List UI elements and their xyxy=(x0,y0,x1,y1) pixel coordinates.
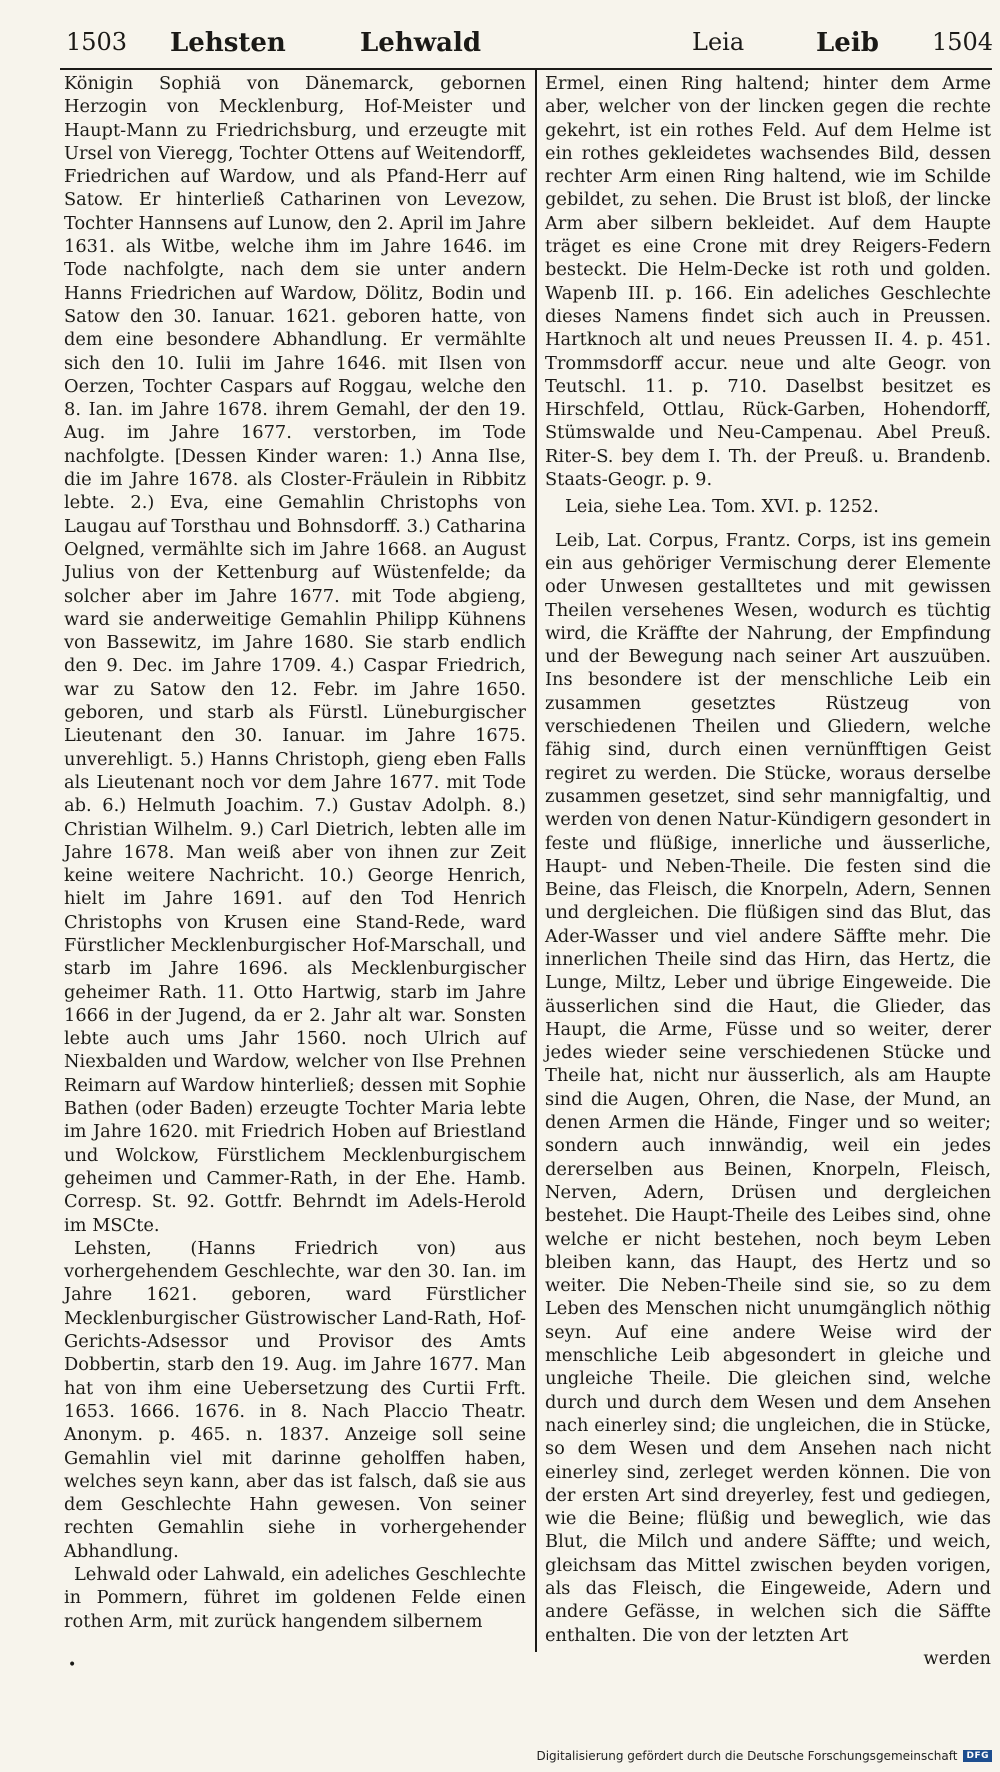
page-number-right: 1504 xyxy=(932,28,994,56)
column-divider xyxy=(535,70,537,1652)
digitization-footer xyxy=(536,1749,992,1763)
running-head-left-1: Lehsten xyxy=(170,28,286,58)
left-column xyxy=(64,72,526,1652)
page-header xyxy=(0,28,1000,68)
entry-leia: Leia, siehe Lea. Tom. XVI. p. 1252. xyxy=(565,496,879,518)
entry-leib: Leib, Lat. Corpus, Frantz. Corps, ist ins gemein ein aus gehöriger Vermischung derer Elemente oder Unwesen gestalltetes und mit gewissen Theilen versehenes Wesen, wodurch es tüchtig wird, die Kräffte der Nahrung, der Empfindung und der Bewegung nach seiner Art auszuüben. Ins besondere ist der menschliche Leib ein zusammen gesetztes Rüstzeug von verschiedenen Theilen und Gliedern, welche fähig sind, durch einen vernünfftigen Geist regiret zu werden. Die Stücke, woraus derselbe zusammen gesetzet, sind sehr mannigfaltig, und werden von denen Natur-Kündigern gesondert in feste und flüßige, innerliche und äusserliche, Haupt- und Neben-Theile. Die festen sind die Beine, das Fleisch, die Knorpeln, Adern, Sennen und dergleichen. Die flüßigen sind das Blut, das Ader-Wasser und viel andere Säffte mehr. Die innerlichen Theile sind das Hirn, das Hertz, die Lunge, Miltz, Leber und übrige Eingeweide. Die äusserlichen sind die Haut, die Glieder, das Haupt, die Arme, Füsse und so weiter, derer jedes wieder seine verschiedenen Stücke und Theile hat, nicht nur äusserlich, als am Haupte sind die Augen, Ohren, die Nase, der Mund, an denen Armen die Hände, Finger und so weiter; sondern auch innwändig, weil ein jedes dererselben aus Beinen, Knorpeln, Fleisch, Nerven, Adern, Drüsen und dergleichen bestehet. Die Haupt-Theile des Leibes sind, ohne welche er nicht bestehen, noch beym Leben bleiben kann, das Haupt, des Hertz und so weiter. Die Neben-Theile sind sie, so zu dem Leben des Menschen nicht unumgänglich nöthig seyn. Auf eine andere Weise wird der menschliche Leib abgesondert in gleiche und ungleiche Theile. Die gleichen sind, welche durch und durch dem Wesen und dem Ansehen nach einerley sind; die ungleichen, die in Stücke, so dem Wesen und dem Ansehen nach nicht einerley sind, zerleget werden können. Die von der ersten Art sind dreyerley, fest und gediegen, wie die Beine; flüßig und beweglich, wie das Blut, die Milch und andere Säffte; und weich, gleichsam das Mittel zwischen beyden vorigen, als das Fleisch, die Eingeweide, Adern und andere Gefässe, in welchen sich die Säffte enthalten. Die von der letzten Art xyxy=(545,529,991,1646)
continuation-text-left: Königin Sophiä von Dänemarck, gebornen Herzogin von Mecklenburg, Hof-Meister und Haupt-Mann zu Friedrichsburg, und erzeugte mit Ursel von Vieregg, Tochter Ottens auf Weitendorff, Friedrichen auf Wardow, und als Pfand-Herr auf Satow. Er hinterließ Catharinen von Levezow, Tochter Hannsens auf Lunow, den 2. April im Jahre 1631. als Witbe, welche ihm im Jahre 1646. im Tode nachfolgte, nach dem sie unter andern Hanns Friedrichen auf Wardow, Dölitz, Bodin und Satow den 30. Ianuar. 1621. geboren hatte, von dem eine besondere Abhandlung. Er vermählte sich den 10. Iulii im Jahre 1646. mit Ilsen von Oerzen, Tochter Caspars auf Roggau, welche den 8. Ian. im Jahre 1678. ihrem Gemahl, der den 19. Aug. im Jahre 1677. verstorben, im Tode nachfolgte. [Dessen Kinder waren: 1.) Anna Ilse, die im Jahre 1678. als Closter-Fräulein in Ribbitz lebte. 2.) Eva, eine Gemahlin Christophs von Laugau auf Torsthau und Bohnsdorff. 3.) Catharina Oelgned, vermählte sich im Jahre 1668. an August Julius von der Kettenburg auf Wüstenfelde; da solcher aber im Jahre 1677. mit Tode abgieng, ward sie anderweitige Gemahlin Philipp Kühnens von Bassewitz, im Jahre 1680. Sie starb endlich den 9. Dec. im Jahre 1709. 4.) Caspar Friedrich, war zu Satow den 12. Febr. im Jahre 1650. geboren, und starb als Fürstl. Lüneburgischer Lieutenant den 30. Ianuar. im Jahre 1675. unverehligt. 5.) Hanns Christoph, gieng eben Falls als Lieutenant noch vor dem Jahre 1677. mit Tode ab. 6.) Helmuth Joachim. 7.) Gustav Adolph. 8.) Christian Wilhelm. 9.) Carl Dietrich, lebten alle im Jahre 1678. Man weiß aber von ihnen zur Zeit keine weitere Nachricht. 10.) George Henrich, hielt im Jahre 1691. auf den Tod Henrich Christophs von Krusen eine Stand-Rede, ward Fürstlicher Mecklenburgischer Hof-Marschall, und starb im Jahre 1696. als Mecklenburgischer geheimer Rath. 11. Otto Hartwig, starb im Jahre 1666 in der Jugend, da er 2. Jahr alt war. Sonsten lebte auch ums Jahr 1560. noch Ulrich auf Niexbalden und Wardow, welcher von Ilse Prehnen Reimarn auf Wardow hinterließ; dessen mit Sophie Bathen (oder Baden) erzeugte Tochter Maria lebte im Jahre 1620. mit Friedrich Hoben auf Briestland und Wolckow, Fürstlichem Mecklenburgischem geheimen und Cammer-Rath, in der Ehe. Hamb. Corresp. St. 92. Gottfr. Behrndt im Adels-Herold im MSCte. xyxy=(64,73,526,1236)
running-head-left-2: Lehwald xyxy=(360,28,482,58)
entry-lehsten: Lehsten, (Hanns Friedrich von) aus vorhergehendem Geschlechte, war den 30. Ian. im Jahre 1621. geboren, ward Fürstlicher Mecklenburgischer Güstrowischer Land-Rath, Hof-Gerichts-Adsessor und Provisor des Amts Dobbertin, starb den 19. Aug. im Jahre 1677. Man hat von ihm eine Uebersetzung des Curtii Frft. 1653. 1666. 1676. in 8. Nach Placcio Theatr. Anonym. p. 465. n. 1837. Anzeige soll seine Gemahlin viel mit darinne geholffen haben, welches seyn kann, aber das ist falsch, daß sie aus dem Geschlechte Hahn gewesen. Von seiner rechten Gemahlin siehe in vorhergehender Abhandlung. xyxy=(64,1237,526,1562)
running-head-right-1: Leia xyxy=(692,28,745,56)
page-number-left: 1503 xyxy=(66,28,128,56)
dfg-logo-icon: DFG xyxy=(963,1750,992,1762)
right-column xyxy=(545,72,991,1669)
catchword: werden xyxy=(923,1647,991,1669)
header-rule xyxy=(60,68,992,70)
footer-mark: • xyxy=(68,1657,77,1673)
entry-lehwald: Lehwald oder Lahwald, ein adeliches Geschlechte in Pommern, führet im goldenen Felde einen rothen Arm, mit zurück hangendem silbernem xyxy=(64,1564,526,1632)
digitization-credit: Digitalisierung gefördert durch die Deutsche Forschungsgemeinschaft xyxy=(536,1749,958,1763)
running-head-right-2: Leib xyxy=(816,28,879,58)
continuation-text-right: Ermel, einen Ring haltend; hinter dem Arme aber, welcher von der lincken gegen die rechte gekehrt, ist ein rothes Feld. Auf dem Helme ist ein rothes gekleidetes wachsendes Bild, dessen rechter Arm einen Ring haltend, wie im Schilde gebildet, zu sehen. Die Brust ist bloß, der lincke Arm aber silbern bekleidet. Auf dem Haupte träget es eine Crone mit drey Reigers-Federn besteckt. Die Helm-Decke ist roth und golden. Wapenb III. p. 166. Ein adeliches Geschlechte dieses Namens findet sich auch in Preussen. Hartknoch alt und neues Preussen II. 4. p. 451. Trommsdorff accur. neue und alte Geogr. von Teutschl. 11. p. 710. Daselbst besitzet es Hirschfeld, Ottlau, Rück-Garben, Hohendorff, Stümswalde und Neu-Campenau. Abel Preuß. Riter-S. bey dem I. Th. der Preuß. u. Brandenb. Staats-Geogr. p. 9. xyxy=(545,73,991,491)
